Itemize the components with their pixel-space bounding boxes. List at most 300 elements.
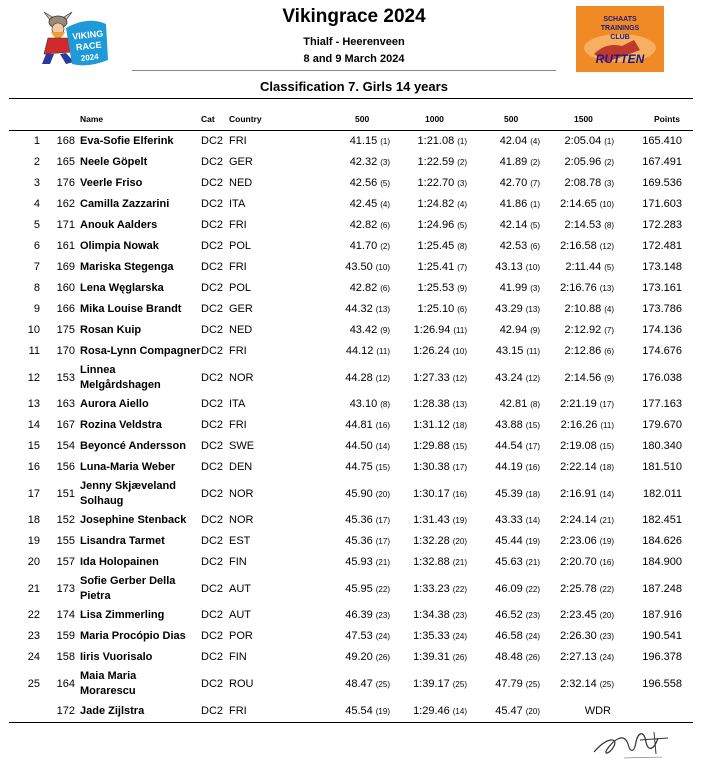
table-row xyxy=(0,700,708,722)
table-row xyxy=(0,478,708,510)
rank-cell: 1 xyxy=(33,135,40,147)
time-1500-value: 2:12.92 xyxy=(564,324,602,336)
time-1500-value: 2:05.96 xyxy=(564,156,602,168)
time-1500 xyxy=(524,457,614,478)
time-500-value: 42.56 xyxy=(349,177,378,189)
bib-cell: 156 xyxy=(56,461,75,473)
column-header-cat: Cat xyxy=(201,114,215,124)
time-1500-value: 2:23.45 xyxy=(560,609,597,621)
bib-cell: 154 xyxy=(56,440,75,452)
time-500 xyxy=(300,531,390,552)
time-500-second-value: 43.29 xyxy=(495,303,523,315)
time-1500-rank: (15) xyxy=(599,442,614,451)
points-cell: 184.900 xyxy=(642,556,682,568)
time-500-value: 41.15 xyxy=(349,135,378,147)
column-header-country: Country xyxy=(229,114,262,124)
time-500 xyxy=(300,394,390,415)
time-500-value: 43.50 xyxy=(345,261,373,273)
category-cell: DC2 xyxy=(201,461,224,473)
time-500 xyxy=(300,605,390,626)
time-1500-rank: (11) xyxy=(600,421,614,430)
bib-cell: 164 xyxy=(56,678,75,690)
time-1500-value: 2:14.53 xyxy=(564,219,602,231)
time-500 xyxy=(300,362,390,395)
table-row xyxy=(0,510,708,531)
category-cell: DC2 xyxy=(201,135,224,147)
table-row xyxy=(0,457,708,478)
time-1500-value: 2:27.13 xyxy=(560,651,597,663)
time-1500-rank: (13) xyxy=(599,284,614,293)
bib-cell: 165 xyxy=(56,156,75,168)
skater-name: Jenny Skjæveland Solhaug xyxy=(80,480,176,507)
time-500 xyxy=(300,194,390,215)
time-1500-value: 2:08.78 xyxy=(564,177,602,189)
time-500 xyxy=(300,152,390,173)
rank-cell: 10 xyxy=(27,324,40,336)
time-500-second-value: 41.89 xyxy=(499,156,528,168)
time-1500-value: 2:25.78 xyxy=(560,583,597,595)
time-500-second-rank: (8) xyxy=(530,400,540,409)
time-1500-value: 2:12.86 xyxy=(564,345,602,357)
time-500-value: 45.95 xyxy=(345,583,373,595)
time-1000-value: 1:21.08 xyxy=(417,135,455,147)
rank-cell: 17 xyxy=(27,488,40,500)
country-cell: NED xyxy=(229,324,253,336)
time-1000-value: 1:25.10 xyxy=(417,303,455,315)
points-cell: 176.038 xyxy=(642,372,682,384)
points-cell: 187.248 xyxy=(642,583,682,595)
time-500-second-rank: (2) xyxy=(530,158,540,167)
skater-name: Maia Maria Morarescu xyxy=(80,670,137,697)
column-header-points: Points xyxy=(654,114,680,124)
time-1000-rank: (18) xyxy=(452,421,467,430)
svg-text:2024: 2024 xyxy=(80,52,100,63)
time-500-second-rank: (10) xyxy=(525,263,540,272)
time-1500 xyxy=(524,236,614,257)
time-500 xyxy=(300,215,390,236)
time-500-second-rank: (22) xyxy=(525,585,540,594)
time-1500 xyxy=(524,552,614,573)
time-1000-rank: (21) xyxy=(452,558,467,567)
table-row xyxy=(0,573,708,605)
table-row xyxy=(0,236,708,257)
time-1000-rank: (13) xyxy=(452,400,467,409)
table-row xyxy=(0,257,708,278)
time-1500 xyxy=(524,194,614,215)
time-500-value: 48.47 xyxy=(345,678,373,690)
time-1000-rank: (9) xyxy=(457,284,467,293)
time-500-rank: (11) xyxy=(376,347,390,356)
time-1500 xyxy=(524,278,614,299)
rank-cell: 4 xyxy=(33,198,40,210)
time-500-value: 45.36 xyxy=(345,514,373,526)
rank-cell: 3 xyxy=(33,177,40,189)
classification-title: Classification 7. Girls 14 years xyxy=(260,79,448,94)
country-cell: NOR xyxy=(229,488,254,500)
time-1500 xyxy=(524,436,614,457)
time-500-rank: (13) xyxy=(375,305,390,314)
category-cell: DC2 xyxy=(201,303,224,315)
points-cell: 187.916 xyxy=(642,609,682,621)
time-500-rank: (24) xyxy=(375,632,390,641)
points-cell: 190.541 xyxy=(642,630,682,642)
time-1500-rank: (19) xyxy=(599,537,614,546)
time-500-rank: (1) xyxy=(380,137,390,146)
time-1500 xyxy=(524,626,614,647)
time-500-second-value: 45.44 xyxy=(495,535,523,547)
time-1500 xyxy=(524,647,614,668)
time-1500-value: 2:22.14 xyxy=(560,461,597,473)
time-500-second-rank: (20) xyxy=(525,707,540,716)
points-cell: 169.536 xyxy=(642,177,682,189)
country-cell: FRI xyxy=(229,261,247,273)
time-1000-rank: (1) xyxy=(457,137,467,146)
time-1000-value: 1:28.38 xyxy=(413,398,450,410)
time-1500-rank: (25) xyxy=(599,680,614,689)
time-1500 xyxy=(524,320,614,341)
time-500 xyxy=(300,700,390,723)
rank-cell: 25 xyxy=(27,678,40,690)
column-header-name: Name xyxy=(80,114,104,124)
time-500-rank: (19) xyxy=(375,707,390,716)
time-1500-rank: (10) xyxy=(599,200,614,209)
event-dates: 8 and 9 March 2024 xyxy=(303,53,405,65)
results-table xyxy=(0,131,708,722)
table-row xyxy=(0,531,708,552)
time-500 xyxy=(300,341,390,362)
skater-name: Ida Holopainen xyxy=(80,556,159,568)
bib-cell: 172 xyxy=(56,705,75,717)
time-500-value: 45.36 xyxy=(345,535,373,547)
category-cell: DC2 xyxy=(201,535,224,547)
page-title: Vikingrace 2024 xyxy=(282,6,426,27)
category-cell: DC2 xyxy=(201,419,224,431)
time-500-value: 46.39 xyxy=(345,609,373,621)
time-500-rank: (17) xyxy=(375,537,390,546)
skater-name: Josephine Stenback xyxy=(80,514,187,526)
category-cell: DC2 xyxy=(201,705,224,717)
time-500 xyxy=(300,415,390,436)
table-row xyxy=(0,626,708,647)
time-500-rank: (12) xyxy=(375,374,390,383)
bib-cell: 162 xyxy=(56,198,75,210)
time-500-rank: (20) xyxy=(375,490,390,499)
points-cell: 196.558 xyxy=(642,678,682,690)
time-500 xyxy=(300,573,390,606)
skater-name: Lena Węglarska xyxy=(80,282,164,294)
time-1500-value: 2:16.91 xyxy=(560,488,597,500)
table-row xyxy=(0,152,708,173)
category-cell: DC2 xyxy=(201,630,224,642)
time-1500-value: 2:24.14 xyxy=(560,514,597,526)
time-1500-value: 2:32.14 xyxy=(560,678,597,690)
time-500-second-value: 43.13 xyxy=(495,261,523,273)
time-500-value: 44.28 xyxy=(345,372,373,384)
bib-cell: 168 xyxy=(56,135,75,147)
country-cell: NOR xyxy=(229,372,254,384)
time-500-value: 47.53 xyxy=(345,630,373,642)
table-row xyxy=(0,173,708,194)
bib-cell: 159 xyxy=(56,630,75,642)
time-500-rank: (3) xyxy=(380,158,390,167)
time-1500-value: 2:16.26 xyxy=(560,419,598,431)
time-500-rank: (14) xyxy=(375,442,390,451)
time-1000-rank: (4) xyxy=(457,200,467,209)
table-row xyxy=(0,215,708,236)
time-1500-rank: (4) xyxy=(604,305,614,314)
country-cell: FRI xyxy=(229,419,247,431)
time-500-second-rank: (13) xyxy=(525,305,540,314)
country-cell: AUT xyxy=(229,609,251,621)
time-500 xyxy=(300,173,390,194)
svg-text:CLUB: CLUB xyxy=(610,34,630,41)
time-1500-rank: (12) xyxy=(599,242,614,251)
time-500 xyxy=(300,552,390,573)
category-cell: DC2 xyxy=(201,372,224,384)
time-500-second-value: 46.52 xyxy=(495,609,523,621)
points-cell: 182.011 xyxy=(643,488,682,500)
time-1000-rank: (2) xyxy=(457,158,467,167)
time-500-second-rank: (1) xyxy=(530,200,540,209)
time-500-rank: (15) xyxy=(375,463,390,472)
time-500-rank: (25) xyxy=(375,680,390,689)
time-1500 xyxy=(524,152,614,173)
time-1500-rank: (21) xyxy=(599,516,614,525)
time-1000-rank: (16) xyxy=(452,490,467,499)
rank-cell: 15 xyxy=(27,440,40,452)
time-500-rank: (16) xyxy=(375,421,390,430)
time-500-second-value: 42.14 xyxy=(499,219,528,231)
time-1000-value: 1:29.88 xyxy=(413,440,450,452)
rank-cell: 13 xyxy=(27,398,40,410)
rank-cell: 23 xyxy=(27,630,40,642)
time-1500-value: 2:21.19 xyxy=(560,398,597,410)
time-500-second-value: 42.81 xyxy=(499,398,528,410)
time-1000-value: 1:22.70 xyxy=(417,177,455,189)
skater-name: Mika Louise Brandt xyxy=(80,303,182,315)
time-500-second-rank: (7) xyxy=(530,179,540,188)
time-1000-rank: (15) xyxy=(452,442,467,451)
time-500-value: 49.20 xyxy=(345,651,373,663)
rank-cell: 16 xyxy=(27,461,40,473)
time-1000-rank: (7) xyxy=(457,263,467,272)
category-cell: DC2 xyxy=(201,282,224,294)
skater-name: Lisandra Tarmet xyxy=(80,535,165,547)
time-1500-value: 2:26.30 xyxy=(560,630,597,642)
time-1500 xyxy=(524,605,614,626)
country-cell: POR xyxy=(229,630,253,642)
time-1500 xyxy=(524,173,614,194)
time-1500-rank: (23) xyxy=(599,632,614,641)
time-500-second-rank: (19) xyxy=(525,537,540,546)
category-cell: DC2 xyxy=(201,583,224,595)
time-1000-value: 1:35.33 xyxy=(413,630,450,642)
time-1500-value: WDR xyxy=(584,705,611,717)
time-1500 xyxy=(524,362,614,395)
bib-cell: 176 xyxy=(56,177,75,189)
time-1500 xyxy=(524,341,614,362)
bib-cell: 160 xyxy=(56,282,75,294)
time-1000-rank: (11) xyxy=(453,326,467,335)
time-1000-rank: (5) xyxy=(457,221,467,230)
time-500-value: 44.12 xyxy=(345,345,374,357)
rank-cell: 21 xyxy=(27,583,40,595)
time-500 xyxy=(300,131,390,152)
table-row xyxy=(0,605,708,626)
points-cell: 172.283 xyxy=(642,219,682,231)
category-cell: DC2 xyxy=(201,488,224,500)
time-1000-value: 1:26.24 xyxy=(413,345,450,357)
time-1500 xyxy=(524,394,614,415)
table-top-rule xyxy=(9,98,693,99)
bib-cell: 175 xyxy=(56,324,75,336)
table-row xyxy=(0,394,708,415)
time-1500-rank: (24) xyxy=(599,653,614,662)
skater-name: Neele Göpelt xyxy=(80,156,148,168)
skater-name: Beyoncé Andersson xyxy=(80,440,186,452)
time-1500-rank: (3) xyxy=(604,179,614,188)
category-cell: DC2 xyxy=(201,398,224,410)
time-1500-rank: (6) xyxy=(604,347,614,356)
table-row xyxy=(0,647,708,668)
time-500-second-rank: (3) xyxy=(530,284,540,293)
time-500-rank: (23) xyxy=(375,611,390,620)
bib-cell: 171 xyxy=(56,219,75,231)
time-1500 xyxy=(524,573,614,606)
time-500 xyxy=(300,457,390,478)
time-500 xyxy=(300,236,390,257)
time-500-rank: (2) xyxy=(380,242,390,251)
rank-cell: 22 xyxy=(27,609,40,621)
rank-cell: 2 xyxy=(33,156,40,168)
time-1500-value: 2:23.06 xyxy=(560,535,597,547)
country-cell: FIN xyxy=(229,556,247,568)
rank-cell: 11 xyxy=(28,345,40,357)
time-500 xyxy=(300,647,390,668)
country-cell: GER xyxy=(229,156,253,168)
svg-text:TRAININGS: TRAININGS xyxy=(600,25,640,32)
skater-name: Linnea Melgårdshagen xyxy=(80,364,161,391)
bib-cell: 152 xyxy=(56,514,75,526)
time-1000-value: 1:25.41 xyxy=(417,261,455,273)
table-row xyxy=(0,552,708,573)
time-1500 xyxy=(524,299,614,320)
time-500 xyxy=(300,299,390,320)
time-500-second-value: 46.09 xyxy=(495,583,523,595)
time-1500 xyxy=(524,131,614,152)
time-1000-rank: (6) xyxy=(457,305,467,314)
points-cell: 180.340 xyxy=(642,440,682,452)
points-cell: 165.410 xyxy=(642,135,682,147)
header-divider xyxy=(132,70,556,71)
time-1000-rank: (24) xyxy=(452,632,467,641)
table-row xyxy=(0,320,708,341)
bib-cell: 157 xyxy=(56,556,75,568)
points-cell: 177.163 xyxy=(642,398,682,410)
time-500 xyxy=(300,510,390,531)
points-cell: 167.491 xyxy=(642,156,682,168)
country-cell: DEN xyxy=(229,461,253,473)
country-cell: SWE xyxy=(229,440,255,452)
time-1000-value: 1:25.45 xyxy=(417,240,455,252)
points-cell: 171.603 xyxy=(642,198,682,210)
country-cell: ITA xyxy=(229,198,246,210)
time-500-value: 42.82 xyxy=(349,282,378,294)
skater-name: Lisa Zimmerling xyxy=(80,609,165,621)
time-500-second-value: 41.99 xyxy=(499,282,528,294)
time-500 xyxy=(300,257,390,278)
time-1500-rank: (17) xyxy=(599,400,614,409)
bib-cell: 174 xyxy=(56,609,75,621)
rank-cell: 8 xyxy=(33,282,40,294)
column-header-1000: 1000 xyxy=(425,114,444,124)
points-cell: 181.510 xyxy=(642,461,682,473)
table-row xyxy=(0,668,708,700)
skater-name: Mariska Stegenga xyxy=(80,261,174,273)
category-cell: DC2 xyxy=(201,324,224,336)
time-500-value: 43.42 xyxy=(349,324,378,336)
time-500-second-rank: (17) xyxy=(525,442,540,451)
time-500-second-value: 41.86 xyxy=(499,198,528,210)
bib-cell: 158 xyxy=(56,651,75,663)
time-1000-value: 1:39.31 xyxy=(413,651,450,663)
time-500-second-value: 44.54 xyxy=(495,440,523,452)
time-1500 xyxy=(524,257,614,278)
skater-name: Iiris Vuorisalo xyxy=(80,651,153,663)
bib-cell: 151 xyxy=(56,488,75,500)
time-1500-value: 2:20.70 xyxy=(560,556,597,568)
country-cell: FIN xyxy=(229,651,247,663)
time-1500 xyxy=(524,510,614,531)
country-cell: ROU xyxy=(229,678,254,690)
time-1000-value: 1:32.28 xyxy=(413,535,450,547)
time-500-second-value: 45.47 xyxy=(495,705,523,717)
referee-signature xyxy=(584,726,688,762)
table-row xyxy=(0,299,708,320)
bib-cell: 167 xyxy=(56,419,75,431)
column-header-1500: 1500 xyxy=(574,114,593,124)
time-500-second-rank: (21) xyxy=(525,558,540,567)
skater-name: Aurora Aiello xyxy=(80,398,149,410)
bib-cell: 163 xyxy=(56,398,75,410)
time-500-value: 42.82 xyxy=(349,219,378,231)
time-500 xyxy=(300,478,390,511)
category-cell: DC2 xyxy=(201,514,224,526)
time-500-value: 42.32 xyxy=(349,156,378,168)
country-cell: ITA xyxy=(229,398,246,410)
time-1500-value: 2:16.76 xyxy=(560,282,597,294)
time-500-value: 44.81 xyxy=(345,419,373,431)
time-1500-value: 2:16.58 xyxy=(560,240,597,252)
time-500-rank: (5) xyxy=(380,179,390,188)
time-500 xyxy=(300,320,390,341)
skater-name: Sofie Gerber Della Pietra xyxy=(80,575,176,602)
svg-text:VIKING: VIKING xyxy=(71,28,104,42)
time-1500 xyxy=(524,415,614,436)
time-1500-value: 2:05.04 xyxy=(564,135,602,147)
time-500-second-value: 43.88 xyxy=(495,419,523,431)
time-1000-value: 1:26.94 xyxy=(413,324,451,336)
rank-cell: 12 xyxy=(27,372,40,384)
time-1000-rank: (19) xyxy=(452,516,467,525)
time-500-second-value: 43.24 xyxy=(495,372,523,384)
time-500-rank: (8) xyxy=(380,400,390,409)
skater-name: Rozina Veldstra xyxy=(80,419,162,431)
country-cell: FRI xyxy=(229,219,247,231)
time-1000-rank: (17) xyxy=(452,463,467,472)
venue: Thialf - Heerenveen xyxy=(303,36,405,48)
time-1500 xyxy=(524,531,614,552)
